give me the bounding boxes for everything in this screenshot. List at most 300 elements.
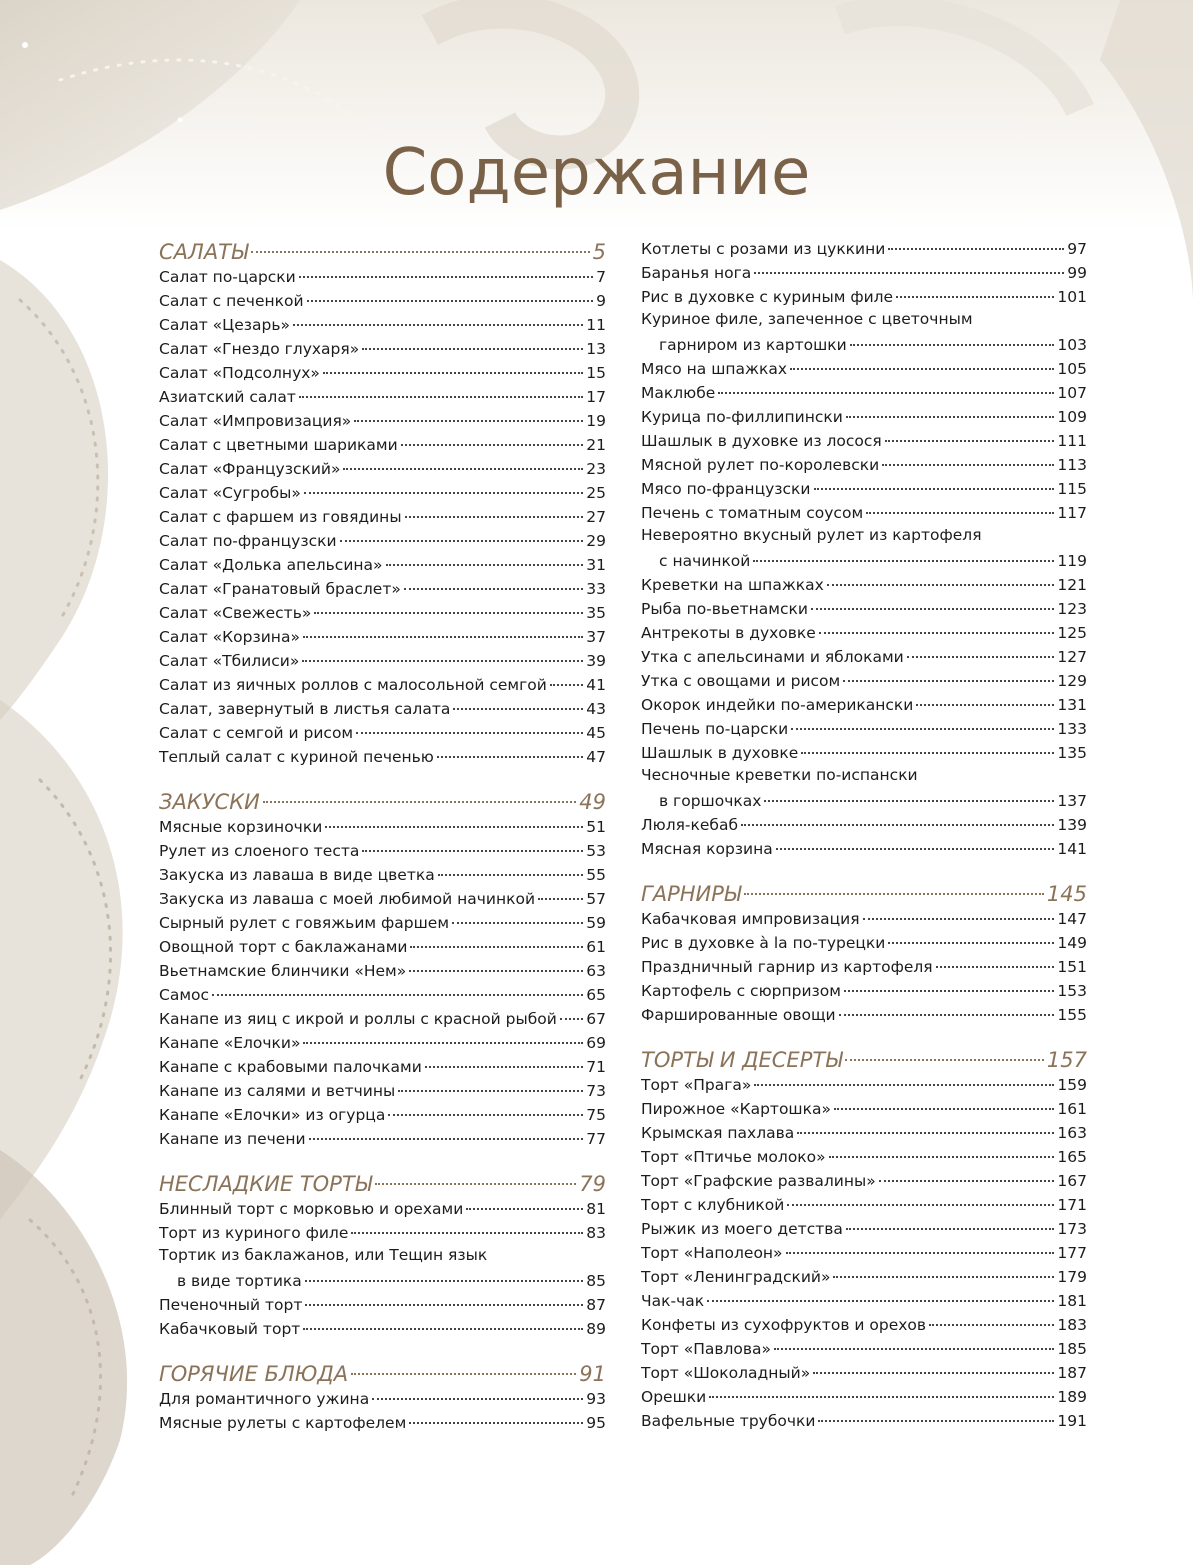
- toc-entry-title: Мясные рулеты с картофелем: [159, 1413, 407, 1432]
- dot-leader: [907, 642, 1055, 658]
- toc-entry-page: 117: [1057, 503, 1087, 522]
- toc-entry-page: 73: [586, 1081, 606, 1100]
- dot-leader: [829, 1142, 1055, 1158]
- toc-entry-title: Торт «Шоколадный»: [641, 1363, 811, 1382]
- toc-entry[interactable]: [159, 650, 606, 674]
- toc-entry-page: 63: [586, 961, 606, 980]
- toc-entry-page: 7: [596, 267, 606, 286]
- toc-entry-title: Торт «Прага»: [641, 1075, 752, 1094]
- toc-entry-page: 159: [1057, 1075, 1087, 1094]
- dot-leader: [845, 1040, 1044, 1061]
- section-title: НЕСЛАДКИЕ ТОРТЫ: [159, 1171, 372, 1196]
- toc-entry-page: 53: [586, 841, 606, 860]
- dot-leader: [888, 928, 1054, 944]
- toc-entry-page: 57: [586, 889, 606, 908]
- toc-entry-page: 147: [1057, 909, 1087, 928]
- toc-entry-title: Салат с семгой и рисом: [159, 723, 354, 742]
- toc-entry-title: Рулет из слоеного теста: [159, 841, 360, 860]
- toc-entry-title: Салат «Подсолнух»: [159, 363, 320, 382]
- toc-entry-page: 23: [586, 459, 606, 478]
- toc-entry-title: Салат «Сугробы»: [159, 483, 301, 502]
- dot-leader: [846, 402, 1055, 418]
- dot-leader: [340, 526, 584, 542]
- toc-section: [159, 238, 606, 770]
- toc-entry-page: 31: [586, 555, 606, 574]
- toc-entry[interactable]: [159, 1412, 606, 1436]
- dot-leader: [707, 1286, 1054, 1302]
- toc-entry-title: Самос: [159, 985, 210, 1004]
- toc-entry-title: Кабачковая импровизация: [641, 909, 860, 928]
- toc-entry-page: 21: [586, 435, 606, 454]
- dot-leader: [797, 1118, 1054, 1134]
- toc-entry-title: Салат «Корзина»: [159, 627, 300, 646]
- toc-entry-page: 181: [1057, 1291, 1087, 1310]
- dot-leader: [863, 904, 1055, 920]
- section-title: ЗАКУСКИ: [159, 789, 260, 814]
- toc-entry-page: 101: [1057, 287, 1087, 306]
- dot-leader: [362, 334, 583, 350]
- toc-entry-title: Канапе из яиц с икрой и роллы с красной рыбой: [159, 1009, 557, 1028]
- dot-leader: [452, 908, 583, 924]
- section-page-number: 79: [579, 1171, 606, 1196]
- toc-entry-page: 43: [586, 699, 606, 718]
- toc-entry[interactable]: [159, 984, 606, 1008]
- toc-entry-title: Салат «Цезарь»: [159, 315, 290, 334]
- toc-entry-title: Торт «Наполеон»: [641, 1243, 783, 1262]
- toc-entry-page: 65: [586, 985, 606, 1004]
- section-page-number: 145: [1046, 881, 1087, 906]
- toc-entry-page: 11: [586, 315, 606, 334]
- dot-leader: [754, 1070, 1054, 1086]
- toc-entry-title: Окорок индейки по-американски: [641, 695, 914, 714]
- toc-entry-title: Теплый салат с куриной печенью: [159, 747, 434, 766]
- toc-entry-page: 167: [1057, 1171, 1087, 1190]
- dot-leader: [916, 690, 1054, 706]
- toc-entry-page: 83: [586, 1223, 606, 1242]
- toc-entry[interactable]: [159, 1222, 606, 1246]
- toc-entry-title: Мясо по-французски: [641, 479, 811, 498]
- toc-entry-page: 45: [586, 723, 606, 742]
- toc-entry-title: Вьетнамские блинчики «Нем»: [159, 961, 407, 980]
- toc-entry-title: Салат из яичных роллов с малосольной семгой: [159, 675, 547, 694]
- dot-leader: [354, 406, 583, 422]
- toc-entry-title-line[interactable]: Куриное филе, запеченное с цветочным: [641, 310, 973, 328]
- toc-entry-page: 179: [1057, 1267, 1087, 1286]
- toc-entry-title: Салат «Французский»: [159, 459, 341, 478]
- toc-entry-title: Фаршированные овощи: [641, 1005, 836, 1024]
- toc-entry-page: 39: [586, 651, 606, 670]
- toc-entry-title: Салат с печенкой: [159, 291, 304, 310]
- toc-entry-title: Шашлык в духовке из лосося: [641, 431, 882, 450]
- dot-leader: [299, 262, 593, 278]
- toc-entry-page: 51: [586, 817, 606, 836]
- dot-leader: [787, 1190, 1054, 1206]
- dot-leader: [299, 382, 583, 398]
- section-title: САЛАТЫ: [159, 239, 249, 264]
- dot-leader: [882, 450, 1054, 466]
- dot-leader: [251, 232, 589, 253]
- toc-section: [641, 238, 1087, 862]
- dot-leader: [212, 980, 583, 996]
- toc-entry-title: Торт с клубникой: [641, 1195, 785, 1214]
- toc-entry-title: Салат «Гнездо глухаря»: [159, 339, 360, 358]
- dot-leader: [538, 884, 583, 900]
- dot-leader: [818, 1406, 1054, 1422]
- toc-entry-title: Конфеты из сухофруктов и орехов: [641, 1315, 927, 1334]
- toc-entry-title: Печень по-царски: [641, 719, 789, 738]
- dot-leader: [791, 714, 1054, 730]
- toc-entry-title: Салат с фаршем из говядины: [159, 507, 402, 526]
- dot-leader: [819, 618, 1055, 634]
- toc-entry-page: 87: [586, 1295, 606, 1314]
- toc-entry-page: 153: [1057, 981, 1087, 1000]
- toc-entry-title: гарниром из картошки: [659, 335, 847, 354]
- dot-leader: [410, 932, 583, 948]
- toc-entry-title-line[interactable]: Невероятно вкусный рулет из картофеля: [641, 526, 982, 544]
- toc-entry-page: 97: [1067, 239, 1087, 258]
- dot-leader: [303, 1028, 583, 1044]
- toc-entry-title: Печень с томатным соусом: [641, 503, 864, 522]
- dot-leader: [896, 282, 1054, 298]
- dot-leader: [388, 1100, 583, 1116]
- toc-entry-page: 77: [586, 1129, 606, 1148]
- dot-leader: [303, 1314, 583, 1330]
- dot-leader: [936, 952, 1055, 968]
- dot-leader: [839, 1000, 1055, 1016]
- toc-entry-title: Закуска из лаваша с моей любимой начинкой: [159, 889, 536, 908]
- toc-entry-page: 25: [586, 483, 606, 502]
- toc-section: [159, 788, 606, 1152]
- toc-entry-page: 19: [586, 411, 606, 430]
- toc-entry-page: 37: [586, 627, 606, 646]
- toc-entry-page: 133: [1057, 719, 1087, 738]
- section-title: ТОРТЫ И ДЕСЕРТЫ: [641, 1047, 843, 1072]
- dot-leader: [827, 570, 1055, 586]
- dot-leader: [814, 474, 1055, 490]
- dot-leader: [929, 1310, 1054, 1326]
- toc-entry[interactable]: [159, 1128, 606, 1152]
- toc-entry-title: Салат по-царски: [159, 267, 296, 286]
- toc-entry-page: 151: [1057, 957, 1087, 976]
- toc-entry-page: 89: [586, 1319, 606, 1338]
- dot-leader: [409, 956, 583, 972]
- dot-leader: [343, 454, 583, 470]
- dot-leader: [323, 358, 583, 374]
- section-page-number: 5: [592, 239, 606, 264]
- toc-entry-title: Мясные корзиночки: [159, 817, 323, 836]
- dot-leader: [718, 378, 1054, 394]
- toc-entry[interactable]: [641, 286, 1087, 310]
- toc-entry-title: Рис в духовке à la по-турецки: [641, 933, 886, 952]
- toc-section: [641, 1046, 1087, 1434]
- toc-entry-page: 27: [586, 507, 606, 526]
- toc-entry-title: Маклюбе: [641, 383, 716, 402]
- dot-leader: [309, 1124, 584, 1140]
- dot-leader: [305, 1266, 584, 1282]
- dot-leader: [325, 812, 583, 828]
- toc-entry-title: Азиатский салат: [159, 387, 296, 406]
- dot-leader: [709, 1382, 1054, 1398]
- toc-entry-page: 29: [586, 531, 606, 550]
- toc-entry-page: 95: [586, 1413, 606, 1432]
- toc-section: [159, 1360, 606, 1436]
- dot-leader: [307, 286, 594, 302]
- toc-entry-title: Люля-кебаб: [641, 815, 739, 834]
- toc-entry[interactable]: [641, 838, 1087, 862]
- toc-entry-title: Креветки на шпажках: [641, 575, 824, 594]
- toc-entry-title: Шашлык в духовке: [641, 743, 799, 762]
- toc-entry-title: Котлеты с розами из цуккини: [641, 239, 886, 258]
- dot-leader: [405, 502, 584, 518]
- toc-entry-page: 15: [586, 363, 606, 382]
- dot-leader: [846, 1214, 1055, 1230]
- dot-leader: [425, 1052, 583, 1068]
- toc-entry-title: в виде тортика: [177, 1271, 302, 1290]
- toc-entry-title: Кабачковый торт: [159, 1319, 301, 1338]
- toc-entry-title: Утка с овощами и рисом: [641, 671, 841, 690]
- toc-entry-page: 163: [1057, 1123, 1087, 1142]
- dot-leader: [437, 742, 583, 758]
- toc-entry-page: 189: [1057, 1387, 1087, 1406]
- toc-entry-title: Крымская пахлава: [641, 1123, 795, 1142]
- dot-leader: [844, 976, 1054, 992]
- dot-leader: [404, 574, 583, 590]
- toc-entry-title: Рис в духовке с куриным филе: [641, 287, 894, 306]
- dot-leader: [744, 874, 1044, 895]
- toc-entry-title: Салат «Долька апельсина»: [159, 555, 383, 574]
- toc-entry-title: Мясная корзина: [641, 839, 773, 858]
- toc-entry-page: 165: [1057, 1147, 1087, 1166]
- dot-leader: [790, 354, 1054, 370]
- toc-entry-title: Печеночный торт: [159, 1295, 303, 1314]
- toc-entry-title: Рыба по-вьетнамски: [641, 599, 808, 618]
- toc-entry-page: 129: [1057, 671, 1087, 690]
- toc-entry-page: 105: [1057, 359, 1087, 378]
- toc-entry-title: Торт «Ленинградский»: [641, 1267, 831, 1286]
- section-title: ГОРЯЧИЕ БЛЮДА: [159, 1361, 349, 1386]
- dot-leader: [786, 1238, 1055, 1254]
- toc-entry-page: 103: [1057, 335, 1087, 354]
- toc-entry[interactable]: [641, 742, 1087, 766]
- dot-leader: [356, 718, 583, 734]
- toc-entry-title: Картофель с сюрпризом: [641, 981, 841, 1000]
- toc-entry-page: 69: [586, 1033, 606, 1052]
- dot-leader: [811, 594, 1055, 610]
- dot-leader: [263, 782, 576, 803]
- toc-entry-page: 135: [1057, 743, 1087, 762]
- section-page-number: 49: [579, 789, 606, 814]
- dot-leader: [351, 1218, 583, 1234]
- dot-leader: [375, 1164, 576, 1185]
- toc-entry-title: Праздничный гарнир из картофеля: [641, 957, 933, 976]
- toc-entry-page: 187: [1057, 1363, 1087, 1382]
- section-title: ГАРНИРЫ: [641, 881, 742, 906]
- toc-entry-title: Канапе с крабовыми палочками: [159, 1057, 422, 1076]
- dot-leader: [305, 1290, 583, 1306]
- toc-entry-title: в горшочках: [659, 791, 762, 810]
- toc-section: [641, 880, 1087, 1028]
- dot-leader: [753, 546, 1054, 562]
- toc-entry-page: 183: [1057, 1315, 1087, 1334]
- dot-leader: [834, 1094, 1054, 1110]
- dot-leader: [801, 738, 1054, 754]
- toc-entry-title: Салат «Гранатовый браслет»: [159, 579, 401, 598]
- toc-entry-title: Орешки: [641, 1387, 707, 1406]
- toc-entry-title: Овощной торт с баклажанами: [159, 937, 408, 956]
- toc-entry-title: Утка с апельсинами и яблоками: [641, 647, 904, 666]
- toc-entry-title: Салат, завернутый в листья салата: [159, 699, 451, 718]
- toc-entry-page: 13: [586, 339, 606, 358]
- dot-leader: [466, 1194, 583, 1210]
- toc-entry-page: 131: [1057, 695, 1087, 714]
- toc-entry-page: 81: [586, 1199, 606, 1218]
- toc-entry-title: Курица по-филлипински: [641, 407, 843, 426]
- toc-entry-page: 121: [1057, 575, 1087, 594]
- dot-leader: [302, 646, 583, 662]
- toc-entry[interactable]: [159, 1318, 606, 1342]
- toc-entry[interactable]: [159, 746, 606, 770]
- toc-entry-title: Торт из куриного филе: [159, 1223, 349, 1242]
- dot-leader: [550, 670, 583, 686]
- section-page-number: 157: [1046, 1047, 1087, 1072]
- dot-leader: [774, 1334, 1054, 1350]
- dot-leader: [362, 836, 583, 852]
- dot-leader: [764, 786, 1054, 802]
- dot-leader: [293, 310, 583, 326]
- toc-entry-title: Салат по-французски: [159, 531, 337, 550]
- dot-leader: [879, 1166, 1055, 1182]
- dot-leader: [303, 622, 583, 638]
- section-page-number: 91: [579, 1361, 606, 1386]
- toc-entry-page: 115: [1057, 479, 1087, 498]
- dot-leader: [453, 694, 583, 710]
- dot-leader: [372, 1384, 583, 1400]
- dot-leader: [386, 550, 584, 566]
- toc-entry-page: 185: [1057, 1339, 1087, 1358]
- toc-entry-page: 99: [1067, 263, 1087, 282]
- toc-entry[interactable]: [641, 1004, 1087, 1028]
- dot-leader: [314, 598, 583, 614]
- toc-entry-title: Для романтичного ужина: [159, 1389, 370, 1408]
- toc-entry-page: 119: [1057, 551, 1087, 570]
- toc-section: [159, 1170, 606, 1342]
- toc-entry-page: 139: [1057, 815, 1087, 834]
- dot-leader: [843, 666, 1054, 682]
- toc-entry-page: 85: [586, 1271, 606, 1290]
- toc-entry-title: Блинный торт с морковью и орехами: [159, 1199, 464, 1218]
- dot-leader: [398, 1076, 583, 1092]
- toc-entry-page: 171: [1057, 1195, 1087, 1214]
- toc-entry-title: Баранья нога: [641, 263, 752, 282]
- toc-entry-page: 149: [1057, 933, 1087, 952]
- toc-entry-page: 127: [1057, 647, 1087, 666]
- toc-entry-title: Закуска из лаваша в виде цветка: [159, 865, 435, 884]
- toc-entry-title: с начинкой: [659, 551, 751, 570]
- toc-entry-title: Канапе из печени: [159, 1129, 306, 1148]
- dot-leader: [401, 430, 584, 446]
- toc-entry-title: Торт «Павлова»: [641, 1339, 772, 1358]
- toc-entry-title: Сырный рулет с говяжьим фаршем: [159, 913, 450, 932]
- toc-entry-title: Пирожное «Картошка»: [641, 1099, 831, 1118]
- dot-leader: [304, 478, 583, 494]
- toc-entry-title-line[interactable]: Тортик из баклажанов, или Тещин язык: [159, 1246, 488, 1264]
- dot-leader: [351, 1354, 576, 1375]
- toc-entry-page: 9: [596, 291, 606, 310]
- toc-entry-title: Мясной рулет по-королевски: [641, 455, 880, 474]
- toc-entry-page: 113: [1057, 455, 1087, 474]
- toc-entry-page: 161: [1057, 1099, 1087, 1118]
- dot-leader: [409, 1408, 583, 1424]
- toc-column-left: [159, 238, 606, 1454]
- toc-entry-page: 41: [586, 675, 606, 694]
- toc-entry-page: 47: [586, 747, 606, 766]
- page-title: Содержание: [382, 136, 811, 210]
- toc-entry-page: 141: [1057, 839, 1087, 858]
- toc-entry-page: 61: [586, 937, 606, 956]
- toc-entry-page: 33: [586, 579, 606, 598]
- toc-entry-title: Канапе «Елочки» из огурца: [159, 1105, 386, 1124]
- dot-leader: [866, 498, 1054, 514]
- toc-entry-page: 191: [1057, 1411, 1087, 1430]
- dot-leader: [813, 1358, 1054, 1374]
- toc-entry-page: 35: [586, 603, 606, 622]
- dot-leader: [850, 330, 1055, 346]
- toc-entry-page: 93: [586, 1389, 606, 1408]
- toc-entry-title: Чак-чак: [641, 1291, 705, 1310]
- dot-leader: [776, 834, 1055, 850]
- toc-entry[interactable]: [641, 1410, 1087, 1434]
- dot-leader: [438, 860, 584, 876]
- dot-leader: [560, 1004, 583, 1020]
- dot-leader: [885, 426, 1055, 442]
- toc-entry-title: Торт «Графские развалины»: [641, 1171, 876, 1190]
- toc-entry-page: 111: [1057, 431, 1087, 450]
- dot-leader: [754, 258, 1064, 274]
- toc-entry-title: Салат «Импровизация»: [159, 411, 352, 430]
- toc-entry-title: Салат «Тбилиси»: [159, 651, 300, 670]
- toc-entry-title-line[interactable]: Чесночные креветки по-испански: [641, 766, 918, 784]
- toc-entry-page: 17: [586, 387, 606, 406]
- dot-leader: [741, 810, 1054, 826]
- toc-entry-title: Рыжик из моего детства: [641, 1219, 843, 1238]
- toc-entry-page: 107: [1057, 383, 1087, 402]
- toc-entry-page: 75: [586, 1105, 606, 1124]
- toc-entry-title: Салат с цветными шариками: [159, 435, 398, 454]
- toc-entry-title: Канапе из салями и ветчины: [159, 1081, 396, 1100]
- toc-entry[interactable]: [641, 502, 1087, 526]
- dot-leader: [833, 1262, 1054, 1278]
- toc-entry-page: 109: [1057, 407, 1087, 426]
- toc-entry-title: Вафельные трубочки: [641, 1411, 816, 1430]
- toc-entry-page: 71: [586, 1057, 606, 1076]
- toc-entry-title: Торт «Птичье молоко»: [641, 1147, 826, 1166]
- dot-leader: [888, 234, 1064, 250]
- toc-entry-title: Канапе «Елочки»: [159, 1033, 301, 1052]
- toc-entry-page: 155: [1057, 1005, 1087, 1024]
- toc-entry-page: 59: [586, 913, 606, 932]
- toc-entry-title: Салат «Свежесть»: [159, 603, 312, 622]
- toc-entry-page: 67: [586, 1009, 606, 1028]
- toc-entry-page: 173: [1057, 1219, 1087, 1238]
- toc-entry-page: 125: [1057, 623, 1087, 642]
- toc-entry-page: 137: [1057, 791, 1087, 810]
- toc-entry-page: 177: [1057, 1243, 1087, 1262]
- toc-entry-title: Мясо на шпажках: [641, 359, 788, 378]
- toc-column-right: [641, 238, 1087, 1452]
- toc-entry-page: 55: [586, 865, 606, 884]
- toc-entry-title: Антрекоты в духовке: [641, 623, 816, 642]
- toc-entry-page: 123: [1057, 599, 1087, 618]
